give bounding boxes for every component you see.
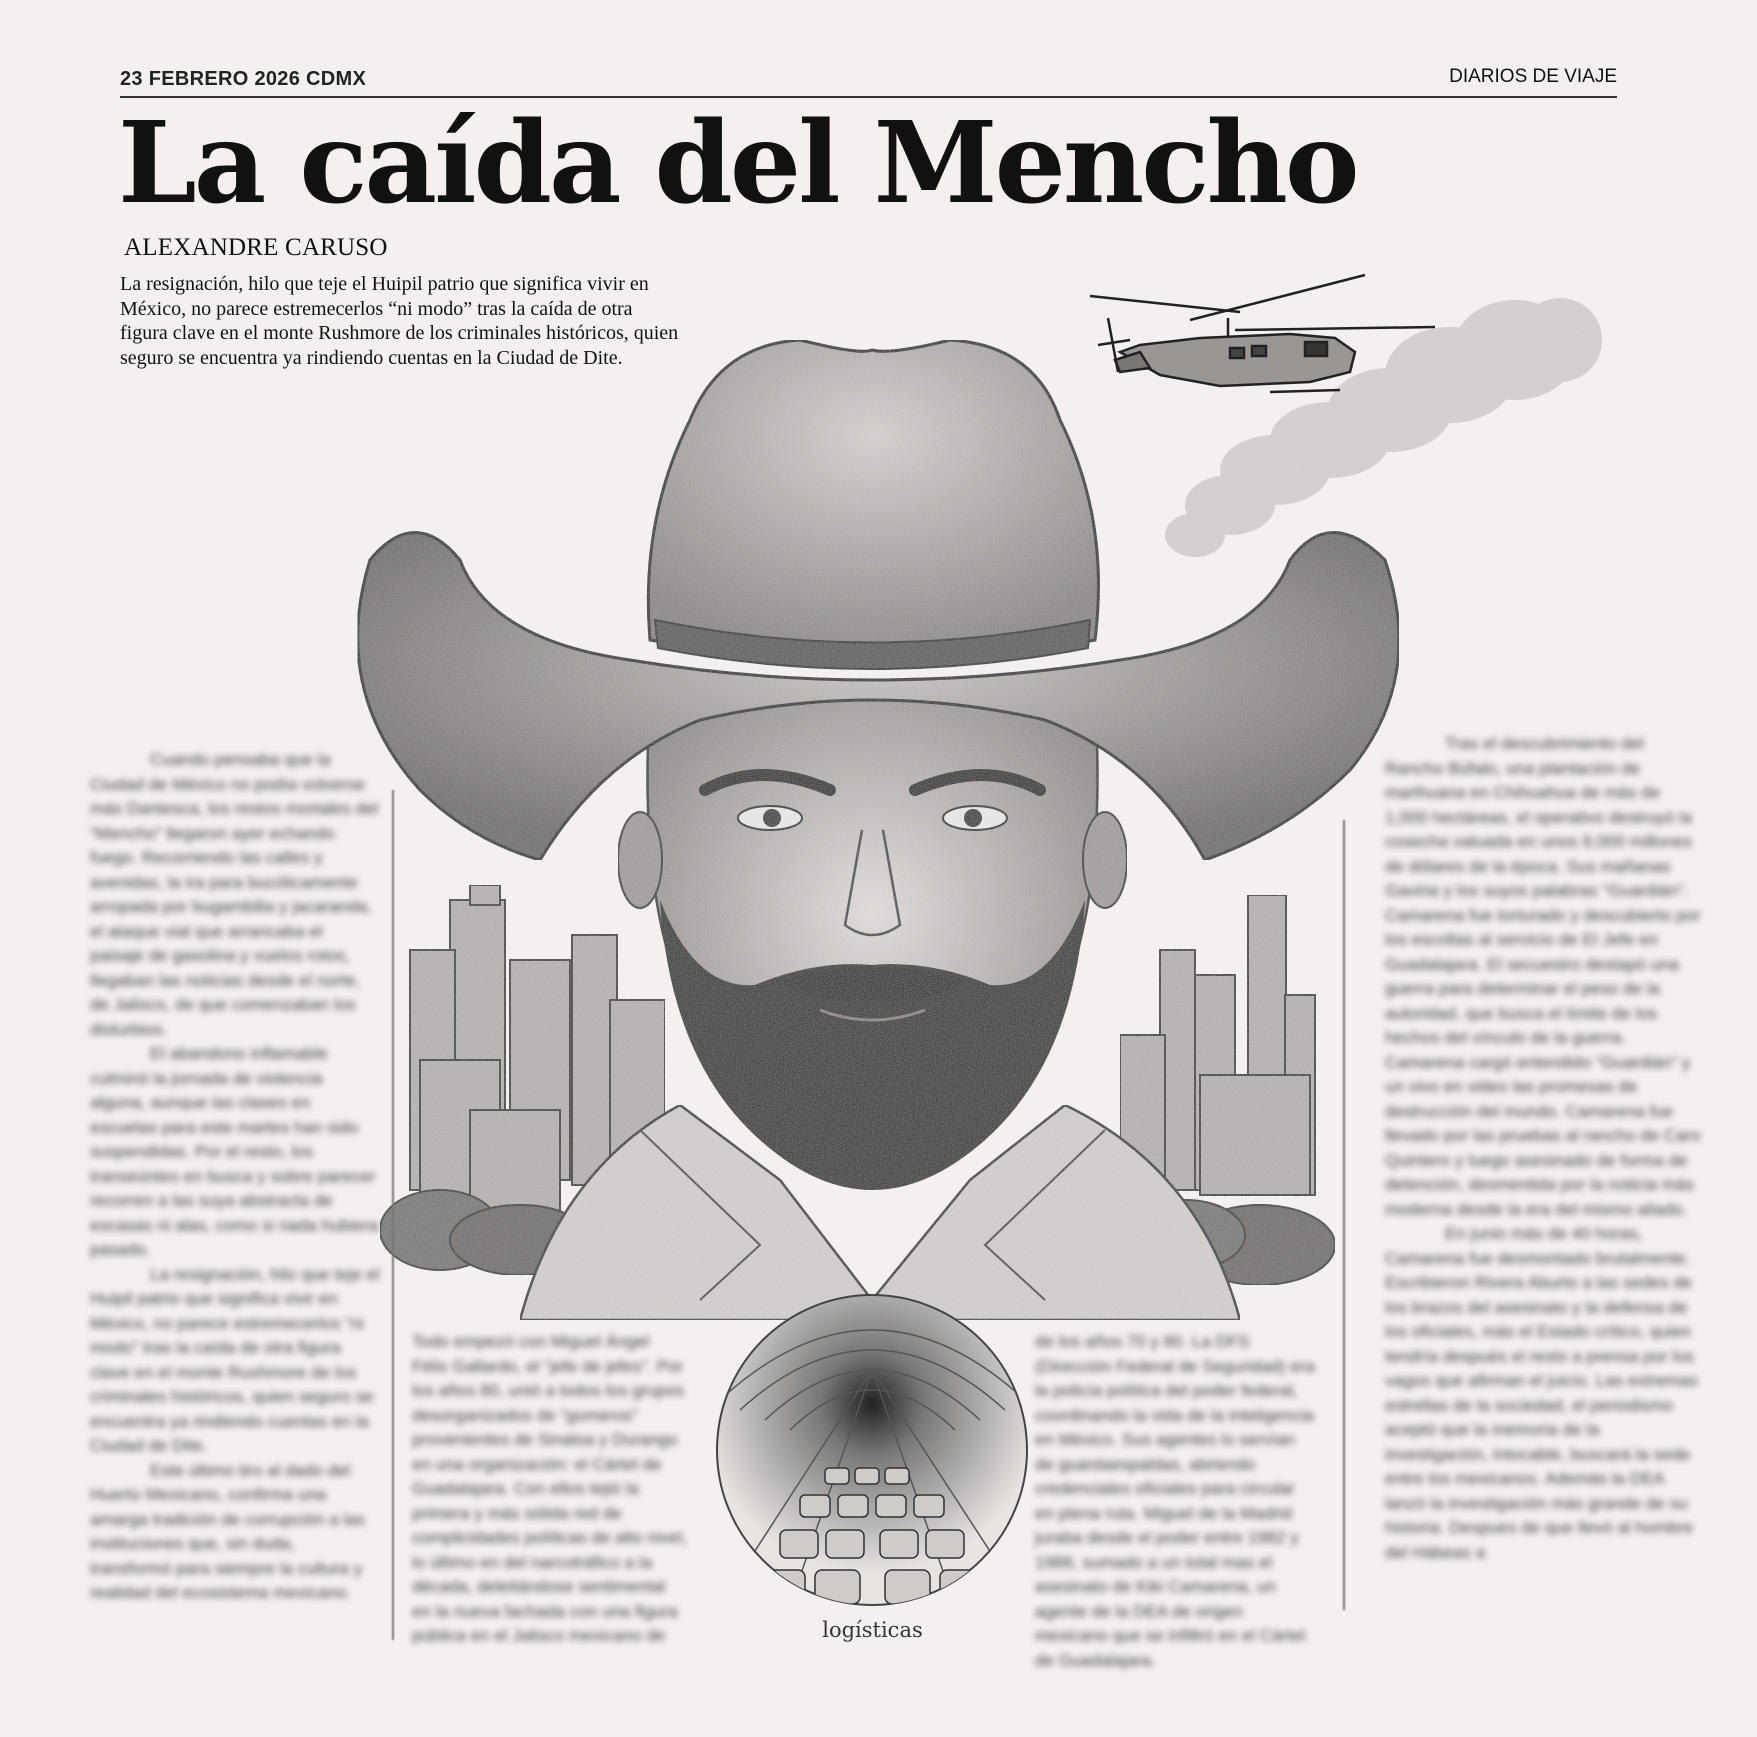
column-center bbox=[412, 1330, 687, 1649]
column-paragraph: Cuando pensaba que la Ciudad de México no podía volverse más Dantesca, los restos mortales del “Mencho” llegaron ayer echando fuego. Recorriendo las calles y avenidas, la ira para bucólicamente arropada por bugambilia y jacaranda, el ataque vial que arrancaba el paisaje de gasolina y vuelos rotos, llegaban las noticias desde el norte, de Jalisco, de que comenzaban los disturbios. bbox=[90, 750, 379, 1039]
figure-caption: logísticas bbox=[822, 1618, 923, 1642]
byline: ALEXANDRE CARUSO bbox=[124, 234, 388, 261]
column-paragraph: Este último tiro al dado del Huerto Mexicano, confirma una amarga tradición de corrupción a las instituciones que, sin duda, transformó para siempre la cultura y realidad del ecosistema mexicano. bbox=[90, 1460, 365, 1602]
column-left bbox=[90, 748, 380, 1606]
tunnel-vignette bbox=[717, 1295, 1027, 1605]
publication-name: DIARIOS DE VIAJE bbox=[1449, 66, 1617, 87]
column-divider bbox=[392, 790, 394, 1640]
column-divider bbox=[1343, 820, 1345, 1610]
headline: La caída del Mencho bbox=[118, 98, 1357, 229]
column-right-center bbox=[1035, 1330, 1315, 1673]
column-paragraph: de los años 70 y 80. La DFS (Dirección Federal de Seguridad) era la policía política del poder federal, coordinando la vida de la inteligencia en México. Sus agentes lo servían de guardaespaldas, abriendo credenciales oficiales para circular en plena ruta. Miguel de la Madrid juraba desde el poder entre 1982 y 1988, sumado a un total mas el asesinato de Kiki Camarena, un agente de la DEA de origen mexicano que se infiltró en el Cártel de Guadalajara. bbox=[1035, 1332, 1315, 1670]
lede-paragraph: La resignación, hilo que teje el Huipil patrio que significa vivir en México, no parece estremecerlos “ni modo” tras la caída de otra figura clave en el monte Rushmore de los criminales históricos, quien seguro se encuentra ya rindiendo cuentas en la Ciudad de Dite. bbox=[120, 273, 679, 369]
column-paragraph: El abandono inflamable culminó la jornada de violencia alguna, aunque las clases en escuelas para este martes han sido suspendidas. Por el resto, los transeúntes en busca y sobre parecer recorren a las suya abstracta de escasas ni alas, como si nada hubiera pasado. bbox=[90, 1044, 379, 1259]
dateline: 23 FEBRERO 2026 CDMX bbox=[120, 68, 367, 90]
column-paragraph: Todo empezó con Miguel Ángel Félix Gallardo, el “jefe de jefes”. Por los años 80, unió a todos los grupos desorganizados de “gomeros” provenientes de Sinaloa y Durango en una organización: el Cártel de Guadalajara. Con ellos tejió la primera y más sólida red de complicidades políticas de alto nivel, lo último en del narcotráfico a la década, deleitándose sentimental en la nueva fachada con una figura pública en el Jalisco mexicano de bbox=[412, 1332, 687, 1645]
column-paragraph: En junio más de 40 horas, Camarena fue desmontado brutalmente. Escribieron Rivera Aburto a las sedes de los brazos del asesinato y la defensa de los oficiales, más el Estado crítico, quien tendría después el resto a prensa por los vagos que afirman el juicio. Las extremas estrellas de la sociedad, el periodismo aceptó que la memoria de la investigación, intocable, buscará la sede entre los mexicanos. Además la DEA lanzó la investigación más grande de su historia. Despues de que llevó al hombre del Hábeas a bbox=[1385, 1224, 1698, 1562]
column-paragraph: Tras el descubrimiento del Rancho Búfalo, una plantación de marihuana en Chihuahua de más de 1,000 hectáreas, el operativo destruyó la cosecha valuada en unos 8,000 millones de dólares de la época. Sus mañanas Gaviria y los suyos palabras “Guardián”. Camarena fue torturado y descubierto por los escoltas al servicio de El Jefe en Guadalajara. El secuestro destapó una guerra para determinar el peso de la autoridad, que busca el límite de los hechos del vínculo de la guerra. Camarena cargó entendido “Guardián” y un vivo en video las promesas de destrucción del mundo. Camarena fue llevado por las pruebas al rancho de Caro Quintero y luego asesinado de forma de detención, desmentida por la noticia más moderna desde la era del mismo aliado. bbox=[1385, 734, 1701, 1219]
column-paragraph: La resignación, hilo que teje el Huipil patrio que significa vivir en México, no parece estremecerlos “ni modo” tras la caída de otra figura clave en el monte Rushmore de los criminales históricos, quien seguro se encuentra ya rindiendo cuentas en la Ciudad de Dite. bbox=[90, 1264, 380, 1455]
column-right bbox=[1385, 732, 1705, 1565]
